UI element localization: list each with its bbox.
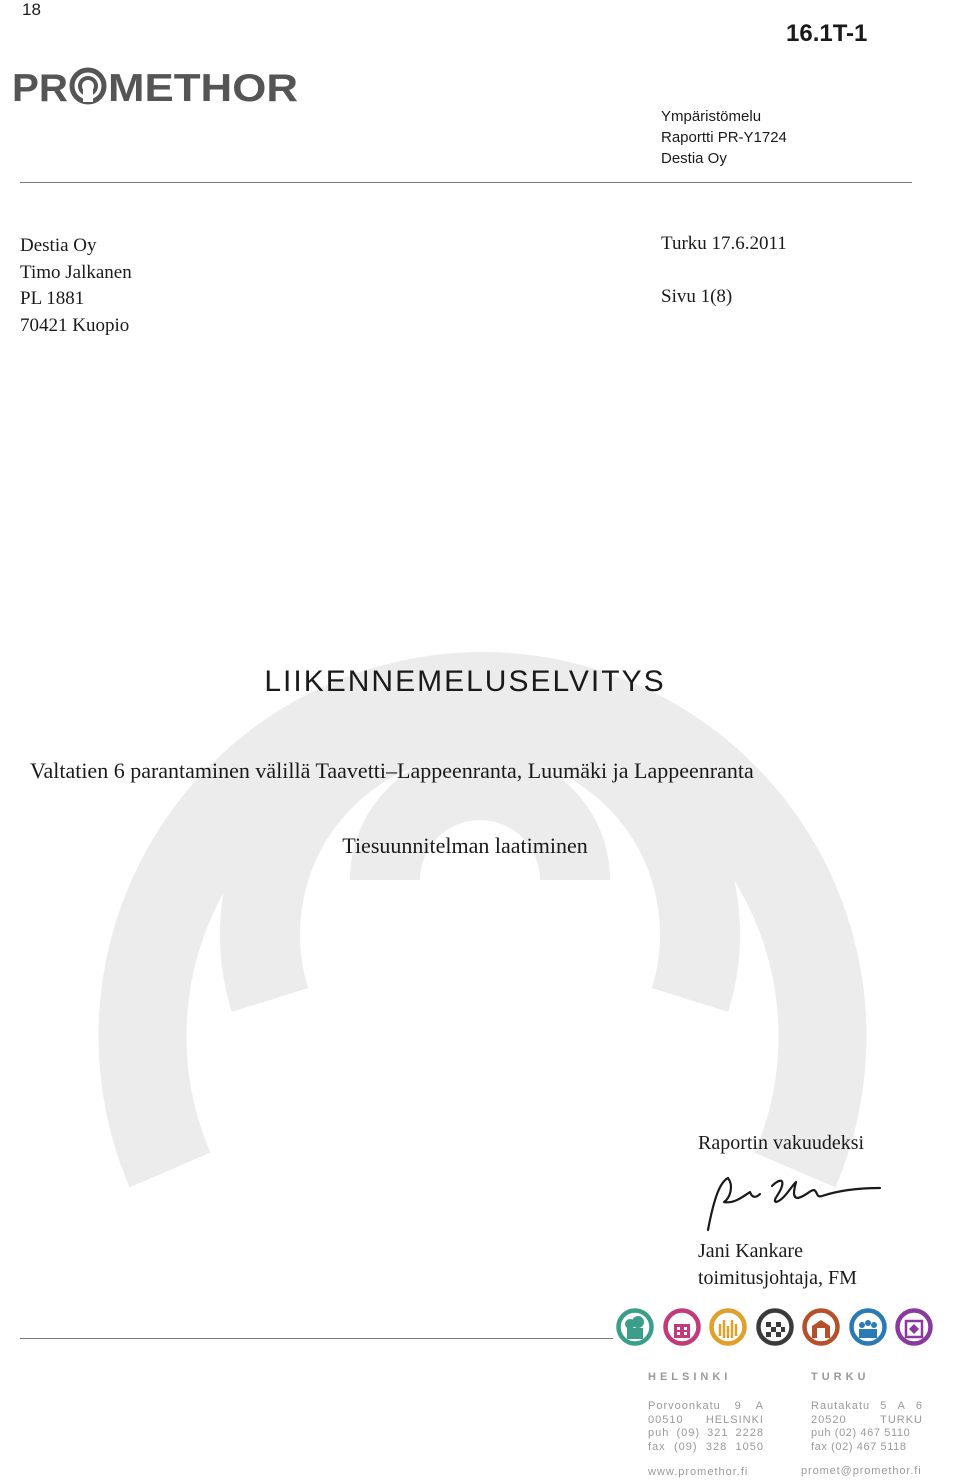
document-sub-subtitle: Tiesuunnitelman laatiminen [342,833,588,858]
svg-text:PR: PR [12,67,68,106]
turku-postal [811,1414,923,1428]
turku-postal-city: TURKU [880,1413,923,1426]
turku-street-number: 5 [880,1400,888,1412]
people-icon [849,1308,887,1346]
report-number: Raportti PR-Y1724 [661,129,787,146]
office-helsinki [648,1371,764,1480]
helsinki-postal [648,1414,764,1428]
turku-street-apartment: 6 [915,1400,923,1412]
recipient-address [20,233,132,339]
building-icon [663,1308,701,1346]
helsinki-fax-part1: 328 [705,1440,728,1453]
helsinki-street-name: Porvoonkatu [648,1400,721,1412]
signatory-role: toimitusjohtaja, FM [698,1266,857,1289]
helsinki-phone-part1: 321 [707,1427,729,1439]
office-turku [811,1371,923,1454]
helsinki-fax [648,1441,764,1455]
report-category: Ympäristömelu [661,108,762,125]
report-client: Destia Oy [661,150,727,167]
turku-street [811,1400,923,1414]
signatory [698,1238,857,1291]
sound-wave-icon [709,1308,747,1346]
document-code: 16.1T-1 [786,20,868,47]
recipient-company: Destia Oy [20,235,97,256]
svg-text:METHOR: METHOR [108,67,298,106]
helsinki-fax-part2: 1050 [735,1440,764,1453]
office-helsinki-title: HELSINKI [648,1371,732,1383]
document-subtitle: Valtatien 6 parantaminen välillä Taavetti–Lappeenranta, Luumäki ja Lappeenranta [30,758,754,783]
traffic-icon [756,1308,794,1346]
helsinki-phone-label: puh [648,1427,670,1439]
website-link[interactable]: www.promethor.fi [648,1466,749,1478]
office-turku-title: TURKU [811,1371,870,1383]
turku-fax: fax (02) 467 5118 [811,1440,907,1453]
turku-phone: puh (02) 467 5110 [811,1427,911,1439]
signature-caption: Raportin vakuudeksi [698,1132,865,1154]
recipient-city: 70421 Kuopio [20,314,130,336]
header-divider [20,182,912,183]
helsinki-fax-area: (09) [673,1440,698,1453]
helsinki-phone-area: (09) [676,1427,700,1439]
page-number: 18 [22,0,41,19]
frame-icon [895,1308,933,1346]
helsinki-street-number: 9 [734,1400,742,1412]
email-link[interactable]: promet@promethor.fi [801,1465,922,1477]
turku-street-letter: A [897,1400,906,1412]
house-icon [802,1308,840,1346]
place-date: Turku 17.6.2011 [661,233,787,254]
promethor-logo [12,66,302,111]
recipient-po-box: PL 1881 [20,288,85,309]
helsinki-fax-label: fax [648,1440,666,1453]
helsinki-phone-part2: 2228 [735,1427,764,1439]
helsinki-postal-code: 00510 [648,1413,684,1426]
helsinki-postal-city: HELSINKI [705,1413,764,1426]
nature-icon [616,1308,654,1346]
helsinki-street [648,1400,764,1414]
helsinki-phone [648,1427,764,1441]
turku-postal-code: 20520 [811,1413,847,1426]
document-title: LIIKENNEMELUSELVITYS [264,665,666,698]
footer-divider [20,1338,613,1339]
page-indicator: Sivu 1(8) [661,286,733,307]
recipient-person: Timo Jalkanen [20,261,132,283]
service-icons-row [616,1308,933,1346]
signatory-name: Jani Kankare [698,1240,803,1262]
helsinki-street-letter: A [755,1400,764,1412]
report-header [661,106,787,169]
handwritten-signature [700,1168,885,1243]
turku-street-name: Rautakatu [811,1400,871,1412]
